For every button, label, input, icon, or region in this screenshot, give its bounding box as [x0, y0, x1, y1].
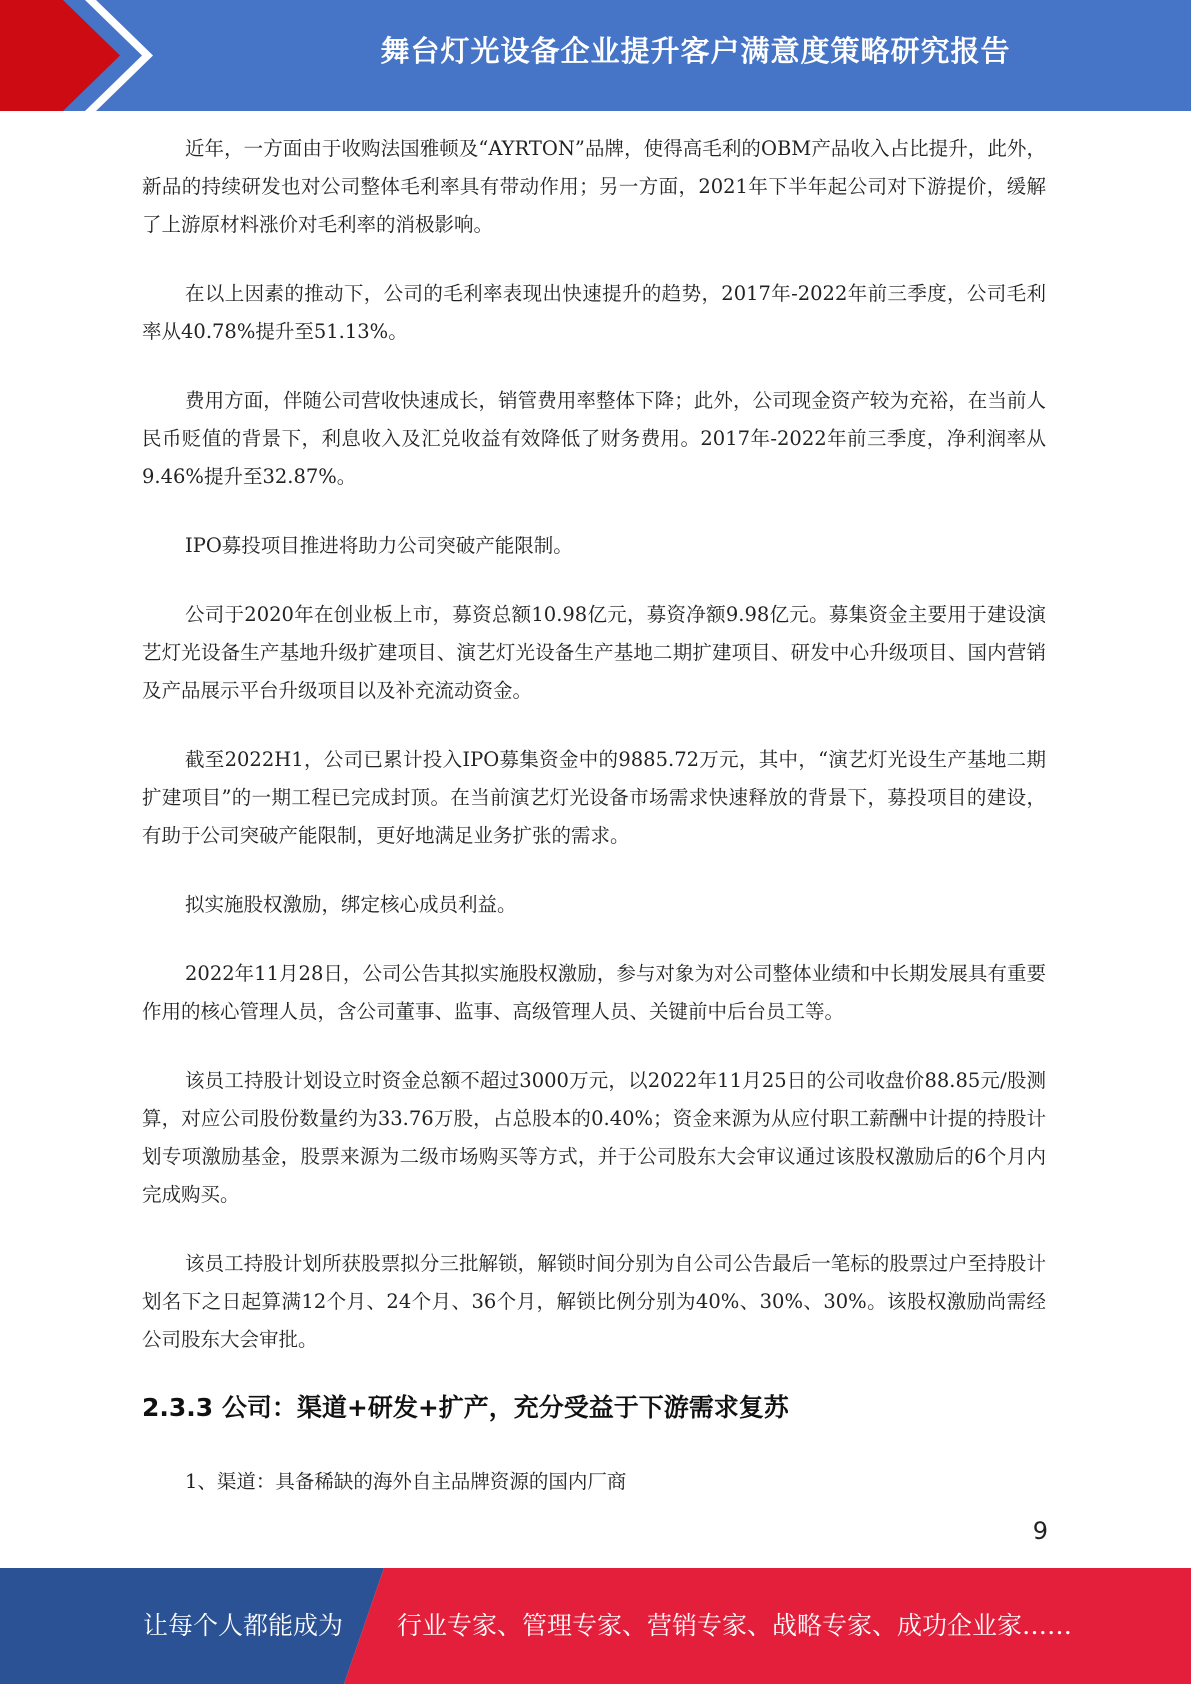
paragraph: 2022年11月28日，公司公告其拟实施股权激励，参与对象为对公司整体业绩和中长期发展具有重要作用的核心管理人员，含公司董事、监事、高级管理人员、关键前中后台员工等。	[142, 962, 1046, 1023]
report-title: 舞台灯光设备企业提升客户满意度策略研究报告	[380, 34, 1011, 68]
footer-slogan-right: 行业专家、管理专家、营销专家、战略专家、成功企业家……	[397, 1611, 1073, 1640]
page-header	[0, 0, 1191, 111]
header-arrow-icon	[0, 0, 200, 111]
paragraph: 在以上因素的推动下，公司的毛利率表现出快速提升的趋势，2017年-2022年前三季度，公司毛利率从40.78%提升至51.13%。	[142, 282, 1046, 343]
paragraph: 1、渠道：具备稀缺的海外自主品牌资源的国内厂商	[185, 1470, 627, 1493]
paragraph: 公司于2020年在创业板上市，募资总额10.98亿元，募资净额9.98亿元。募集资金主要用于建设演艺灯光设备生产基地升级扩建项目、演艺灯光设备生产基地二期扩建项目、研发中心升级项目、国内营销及产品展示平台升级项目以及补充流动资金。	[142, 603, 1046, 702]
paragraph: 近年，一方面由于收购法国雅顿及“AYRTON”品牌，使得高毛利的OBM产品收入占比提升，此外，新品的持续研发也对公司整体毛利率具有带动作用；另一方面，2021年下半年起公司对下游提价，缓解了上游原材料涨价对毛利率的消极影响。	[142, 137, 1046, 236]
page-number: 9	[1032, 1517, 1048, 1545]
main-content	[142, 130, 1046, 1501]
paragraph: 该员工持股计划设立时资金总额不超过3000万元，以2022年11月25日的公司收盘价88.85元/股测算，对应公司股份数量约为33.76万股，占总股本的0.40%；资金来源为从应付职工薪酬中计提的持股计划专项激励基金，股票来源为二级市场购买等方式，并于公司股东大会审议通过该股权激励后的6个月内完成购买。	[142, 1069, 1046, 1206]
paragraph-lead: 拟实施股权激励，绑定核心成员利益。	[185, 893, 517, 916]
paragraph: 该员工持股计划所获股票拟分三批解锁，解锁时间分别为自公司公告最后一笔标的股票过户至持股计划名下之日起算满12个月、24个月、36个月，解锁比例分别为40%、30%、30%。该股权激励尚需经公司股东大会审批。	[142, 1252, 1046, 1351]
header-arrow-red	[0, 0, 120, 111]
paragraph-lead: IPO募投项目推进将助力公司突破产能限制。	[185, 534, 573, 557]
page-footer	[0, 1568, 1191, 1684]
section-heading: 2.3.3 公司：渠道+研发+扩产，充分受益于下游需求复苏	[142, 1393, 789, 1422]
paragraph: 截至2022H1，公司已累计投入IPO募集资金中的9885.72万元，其中，“演艺灯光设生产基地二期扩建项目”的一期工程已完成封顶。在当前演艺灯光设备市场需求快速释放的背景下，募投项目的建设，有助于公司突破产能限制，更好地满足业务扩张的需求。	[142, 748, 1046, 847]
paragraph: 费用方面，伴随公司营收快速成长，销管费用率整体下降；此外，公司现金资产较为充裕，在当前人民币贬值的背景下，利息收入及汇兑收益有效降低了财务费用。2017年-2022年前三季度，净利润率从9.46%提升至32.87%。	[142, 389, 1046, 488]
footer-slogan-left: 让每个人都能成为	[143, 1611, 344, 1640]
